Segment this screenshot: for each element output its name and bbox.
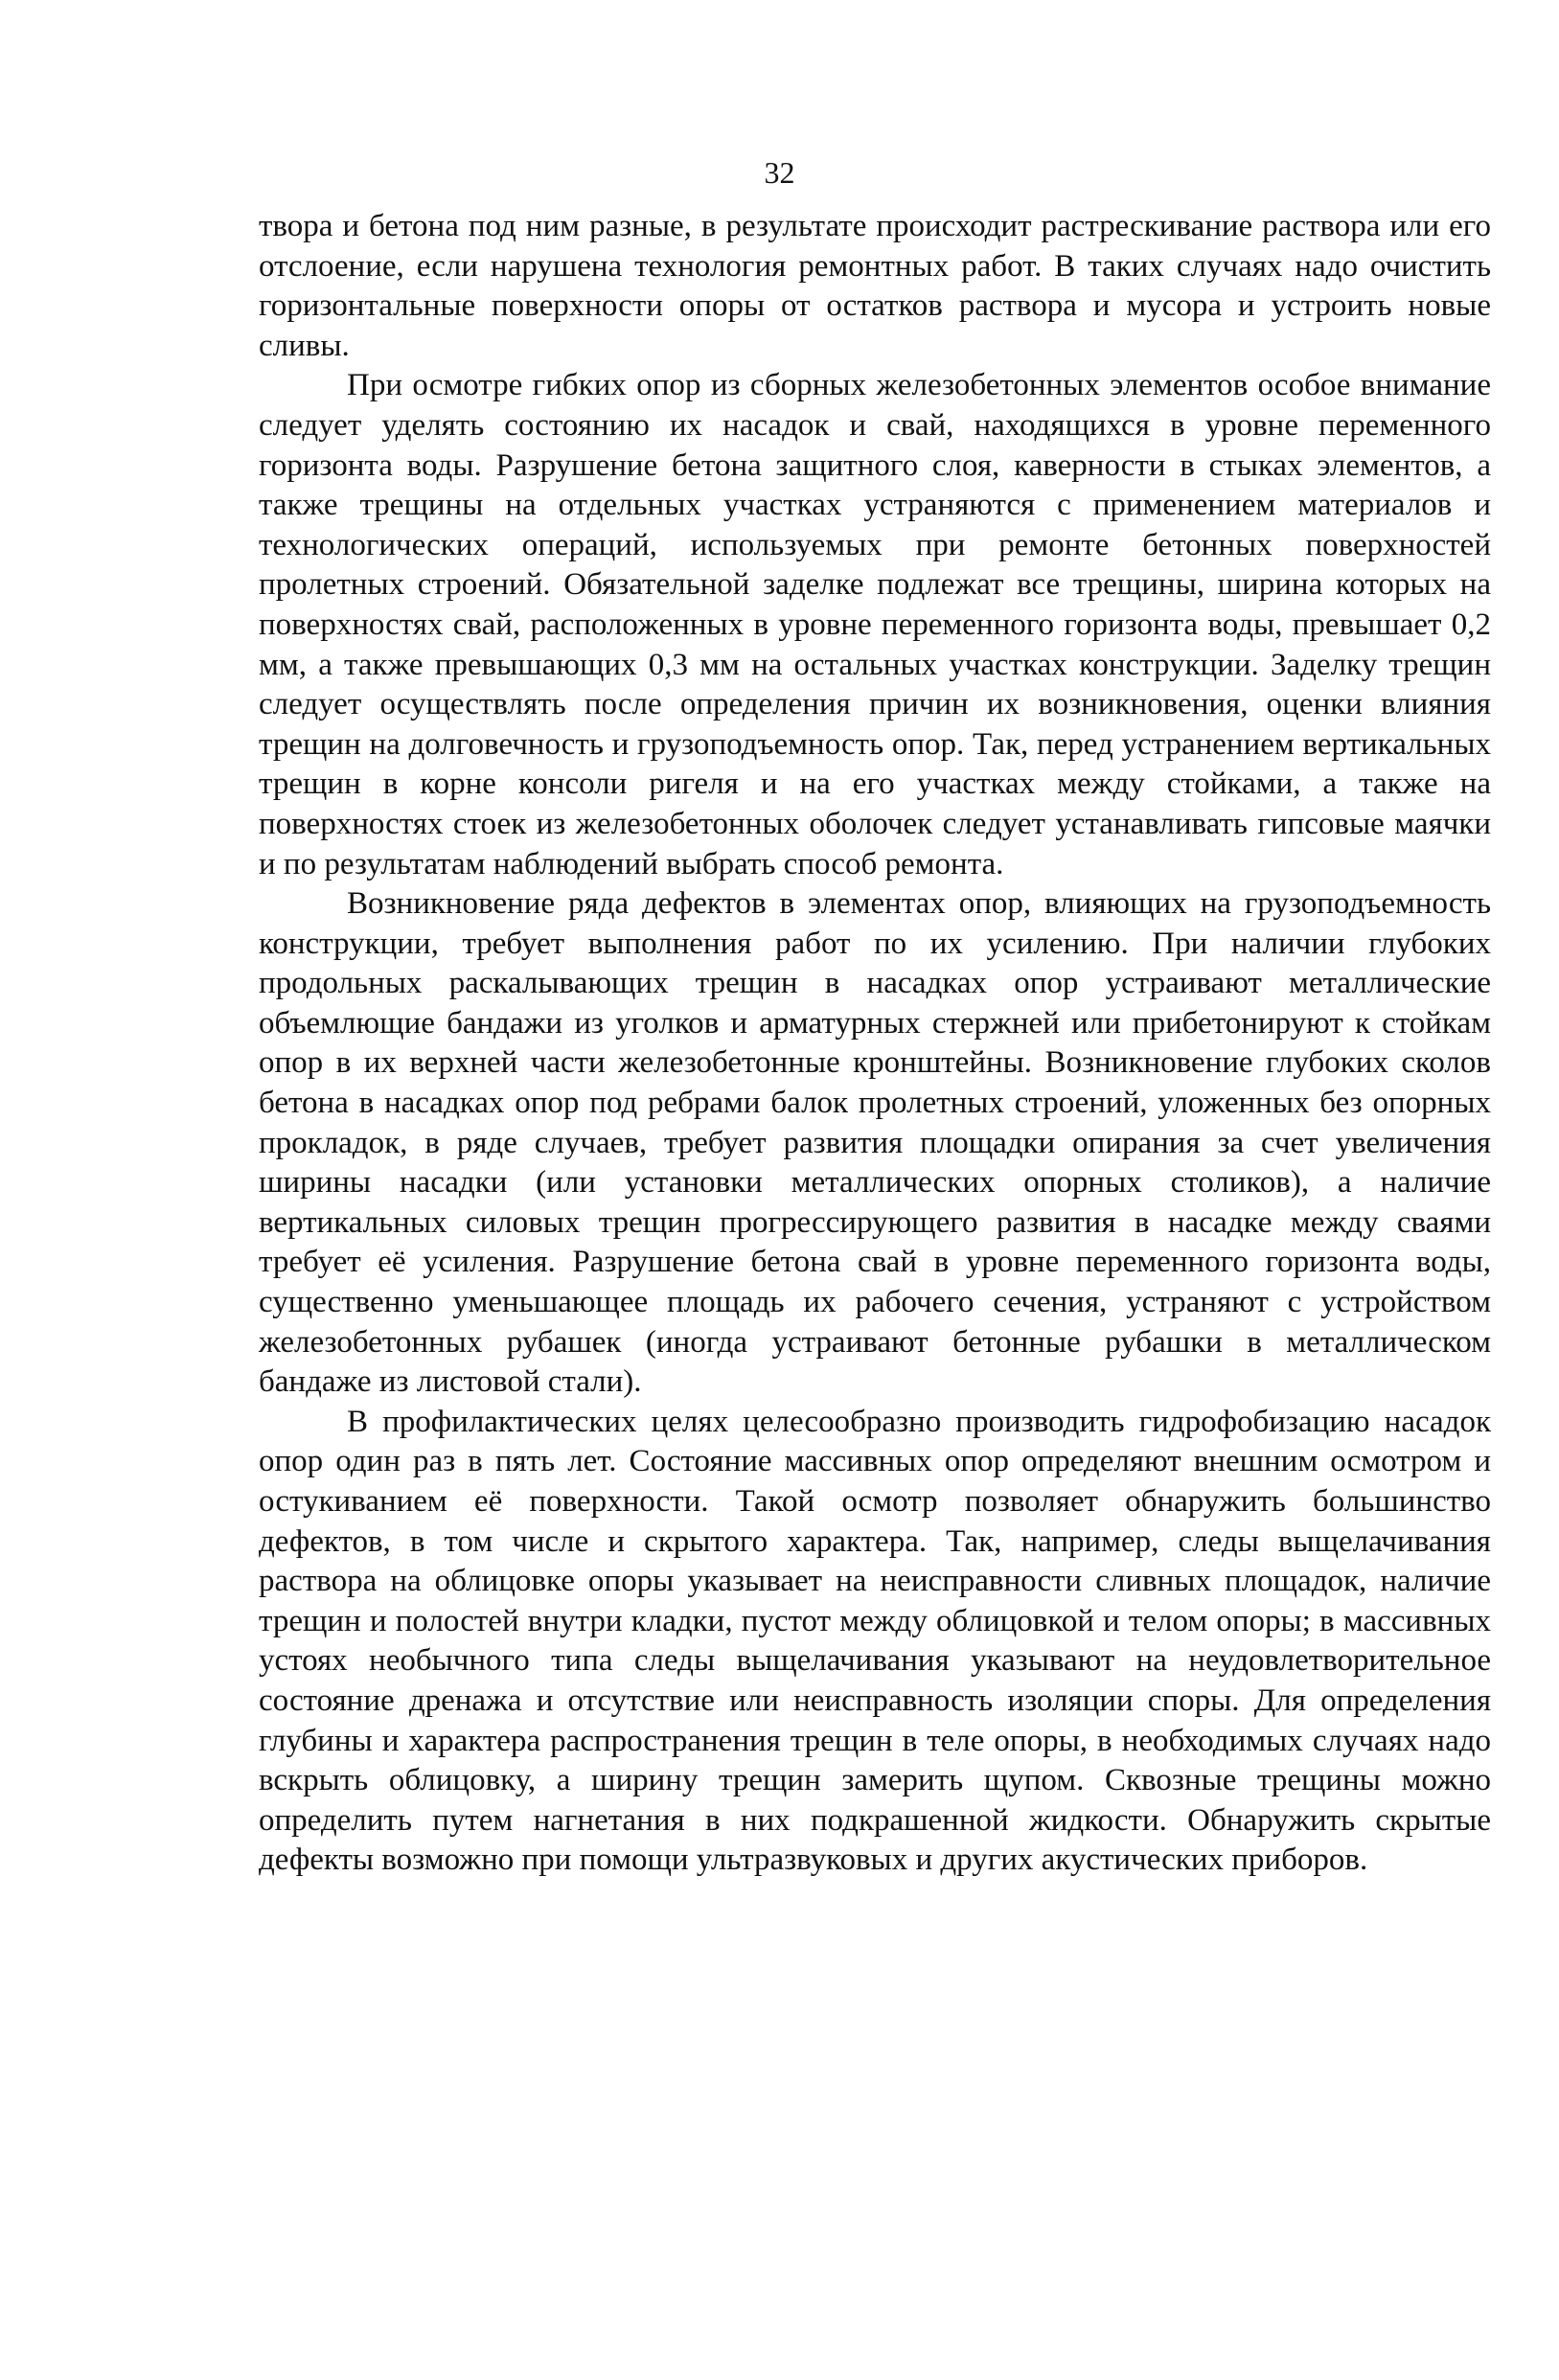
- paragraph-flexible-piers: При осмотре гибких опор из сборных железобетонных элементов особое внимание следует уделять состоянию их насадок и свай, находящихся в уровне переменного горизонта воды. Разрушение бетона защитного слоя, каверности в стыках элементов, а также трещины на отдельных участках устраняются с применением материалов и технологических операций, используемых при ремонте бетонных поверхностей пролетных строений. Обязательной заделке подлежат все трещины, ширина которых на поверхностях свай, расположенных в уровне переменного горизонта воды, превышает 0,2 мм, а также превышающих 0,3 мм на остальных участках конструкции. Заделку трещин следует осуществлять после определения причин их возникновения, оценки влияния трещин на долговечность и грузоподъемность опор. Так, перед устранением вертикальных трещин в корне консоли ригеля и на его участках между стойками, а также на поверхностях стоек из железобетонных оболочек следует устанавливать гипсовые маячки и по результатам наблюдений выбрать способ ремонта.: [259, 368, 1491, 881]
- page-body: [259, 207, 1491, 1881]
- paragraph-preventive-measures: В профилактических целях целесообразно производить гидрофобизацию насадок опор один раз в пять лет. Состояние массивных опор определяют внешним осмотром и остукиванием её поверхности. Такой осмотр позволяет обнаружить большинство дефектов, в том числе и скрытого характера. Так, например, следы выщелачивания раствора на облицовке опоры указывает на неисправности сливных площадок, наличие трещин и полостей внутри кладки, пустот между облицовкой и телом опоры; в массивных устоях необычного типа следы выщелачивания указывают на неудовлетворительное состояние дренажа и отсутствие или неисправность изоляции споры. Для определения глубины и характера распространения трещин в теле опоры, в необходимых случаях надо вскрыть облицовку, а ширину трещин замерить щупом. Сквозные трещины можно определить путем нагнетания в них подкрашенной жидкости. Обнаружить скрытые дефекты возможно при помощи ультразвуковых и других акустических приборов.: [259, 1404, 1491, 1878]
- paragraph-defects-strengthening: Возникновение ряда дефектов в элементах опор, влияющих на грузоподъемность конструкции, требует выполнения работ по их усилению. При наличии глубоких продольных раскалывающих трещин в насадках опор устраивают металлические объемлющие бандажи из уголков и арматурных стержней или прибетонируют к стойкам опор в их верхней части железобетонные кронштейны. Возникновение глубоких сколов бетона в насадках опор под ребрами балок пролетных строений, уложенных без опорных прокладок, в ряде случаев, требует развития площадки опирания за счет увеличения ширины насадки (или установки металлических опорных столиков), а наличие вертикальных силовых трещин прогрессирующего развития в насадке между сваями требует её усиления. Разрушение бетона свай в уровне переменного горизонта воды, существенно уменьшающее площадь их рабочего сечения, устраняют с устройством железобетонных рубашек (иногда устраивают бетонные рубашки в металлическом бандаже из листовой стали).: [259, 886, 1491, 1400]
- page-number: 32: [764, 155, 795, 190]
- paragraph-continuation: твора и бетона под ним разные, в результате происходит растрескивание раствора или его отслоение, если нарушена технология ремонтных работ. В таких случаях надо очистить горизонтальные поверхности опоры от остатков раствора и мусора и устроить новые сливы.: [259, 209, 1491, 363]
